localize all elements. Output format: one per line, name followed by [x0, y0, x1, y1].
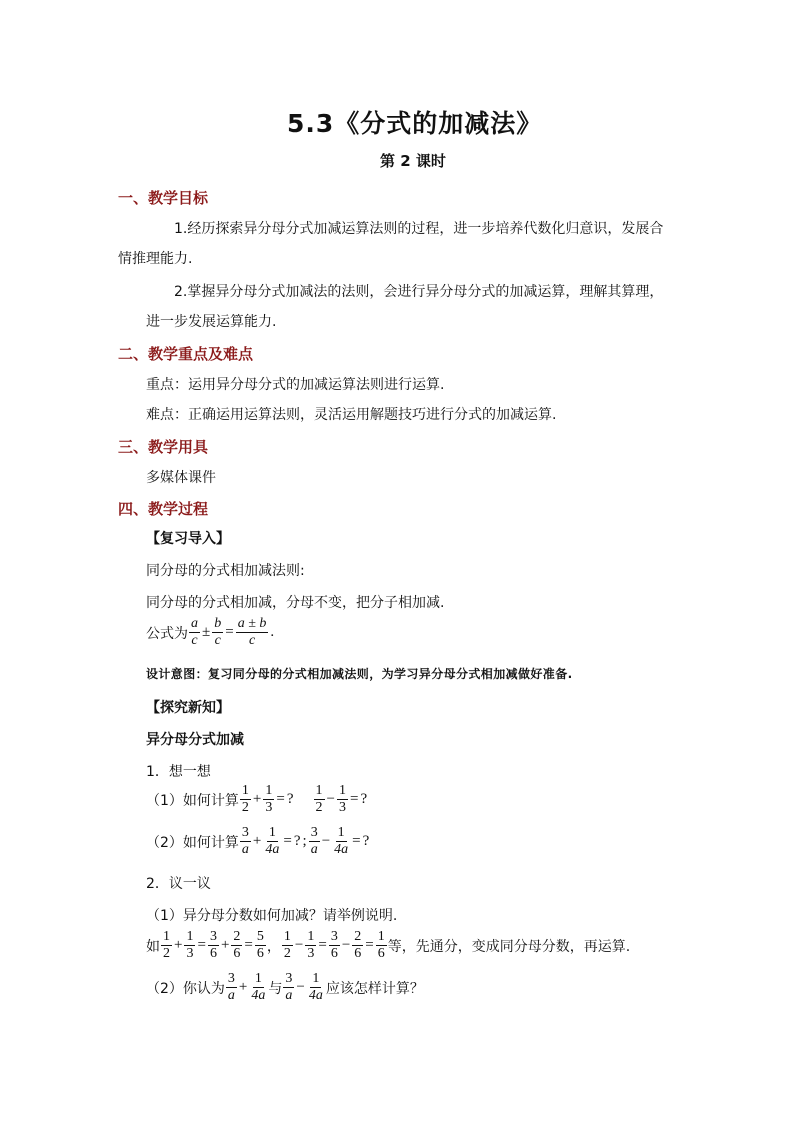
page-subtitle: 第 2 课时 — [380, 152, 446, 170]
discuss-question-2-row: （2）你认为 $\frac{3}{a}$ + $\frac{1}{4a}$ 与 $\frac{3}{a}$ − $\frac{1}{4a}$ 应该怎样计算？ — [146, 971, 424, 1003]
example-suffix: 等，先通分，变成同分母分数，再运算. — [387, 938, 631, 955]
question-mark: ? — [362, 833, 370, 849]
question-1-prefix: （1）如何计算 — [146, 792, 239, 809]
formula-row — [146, 617, 275, 648]
question-mark: ? — [293, 833, 301, 849]
equals-sign: = — [350, 791, 359, 807]
fraction-1-4a: $\frac{1}{4a}$ — [265, 825, 280, 857]
section-heading-tools: 三、教学用具 — [118, 438, 209, 456]
question-2-row — [146, 826, 370, 857]
period: . — [270, 624, 275, 640]
goal-1-line-2: 情推理能力. — [118, 251, 193, 267]
discuss-2-middle: 与 — [268, 980, 283, 997]
fraction-1-2: $\frac{1}{2}$ — [315, 783, 323, 815]
fraction-1-3: $\frac{1}{3}$ — [339, 783, 346, 815]
section-heading-key-points: 二、教学重点及难点 — [118, 345, 254, 363]
focus-text: 重点：运用异分母分式的加减运算法则进行运算. — [146, 377, 445, 393]
example-row: 如 $\frac{1}{2}$ + $\frac{1}{3}$ = $\frac{3}{6}$ + $\frac{2}{6}$ = $\frac{5}{6}$ ， $\frac{1}{2}$ − $\frac{1}{3}$ = $\frac{3}{6}$ − $\frac{2}{6}$ = $\frac{1}{6}$ 等，先通分，变成同分母分数，再运算. — [146, 929, 631, 961]
fraction-b-over-c: $\frac{b}{c}$ — [214, 616, 222, 648]
fraction-1-4a: $\frac{1}{4a}$ — [251, 971, 266, 1003]
goal-2-line-2: 进一步发展运算能力. — [146, 314, 277, 330]
fraction-1-2: $\frac{1}{2}$ — [241, 783, 249, 815]
tools-text: 多媒体课件 — [146, 470, 216, 486]
fraction-1-4a: $\frac{1}{4a}$ — [334, 825, 349, 857]
fraction-3-a: $\frac{3}{a}$ — [241, 825, 249, 857]
example-prefix: 如 — [146, 938, 160, 955]
page-title: 5.3《分式的加减法》 — [287, 109, 543, 138]
fraction-1-3: $\frac{1}{3}$ — [265, 783, 273, 815]
goal-1-line-1: 1.经历探索异分母分式加减运算法则的过程，进一步培养代数化归意识，发展合 — [174, 221, 664, 237]
discuss-2-suffix: 应该怎样计算？ — [325, 980, 424, 997]
explore-heading: 【探究新知】 — [146, 700, 230, 716]
fraction-a-pm-b-over-c: $\frac{a \pm b}{c}$ — [237, 616, 267, 648]
rule-label: 同分母的分式相加减法则: — [146, 563, 305, 579]
semicolon: ; — [302, 833, 307, 849]
fraction-1-4a: $\frac{1}{4a}$ — [308, 971, 323, 1003]
equals-sign: = — [225, 624, 234, 640]
plus-minus-sign: ± — [202, 624, 211, 640]
equals-sign: = — [276, 791, 285, 807]
minus-sign: − — [326, 791, 335, 807]
fraction-3-a: $\frac{3}{a}$ — [227, 971, 235, 1003]
formula-prefix: 公式为 — [146, 625, 188, 642]
design-note: 设计意图：复习同分母的分式相加减法则，为学习异分母分式相加减做好准备. — [146, 667, 573, 681]
section-heading-goals: 一、教学目标 — [118, 189, 209, 207]
equals-sign: = — [352, 833, 361, 849]
review-heading: 【复习导入】 — [146, 531, 230, 547]
discuss-2-prefix: （2）你认为 — [146, 980, 225, 997]
question-mark: ? — [360, 791, 368, 807]
section-heading-process: 四、教学过程 — [118, 500, 209, 518]
difficulty-text: 难点：正确运用运算法则，灵活运用解题技巧进行分式的加减运算. — [146, 407, 557, 423]
rule-text: 同分母的分式相加减，分母不变，把分子相加减. — [146, 595, 445, 611]
question-1-row — [146, 784, 368, 815]
equals-sign: = — [283, 833, 292, 849]
question-2-prefix: （2）如何计算 — [146, 834, 239, 851]
plus-sign: + — [252, 833, 262, 849]
fraction-a-over-c: $\frac{a}{c}$ — [191, 616, 198, 648]
fraction-3-a: $\frac{3}{a}$ — [310, 825, 318, 857]
minus-sign: − — [321, 833, 331, 849]
fraction-3-a: $\frac{3}{a}$ — [285, 971, 293, 1003]
question-mark: ? — [286, 791, 294, 807]
plus-sign: + — [252, 791, 262, 807]
topic-heading: 异分母分式加减 — [146, 732, 244, 748]
think-heading: 1．想一想 — [146, 764, 211, 780]
discuss-question-1: （1）异分母分数如何加减？请举例说明. — [146, 908, 398, 924]
discuss-heading: 2．议一议 — [146, 876, 211, 892]
goal-2-line-1: 2.掌握异分母分式加减法的法则，会进行异分母分式的加减运算，理解其算理， — [174, 284, 664, 300]
